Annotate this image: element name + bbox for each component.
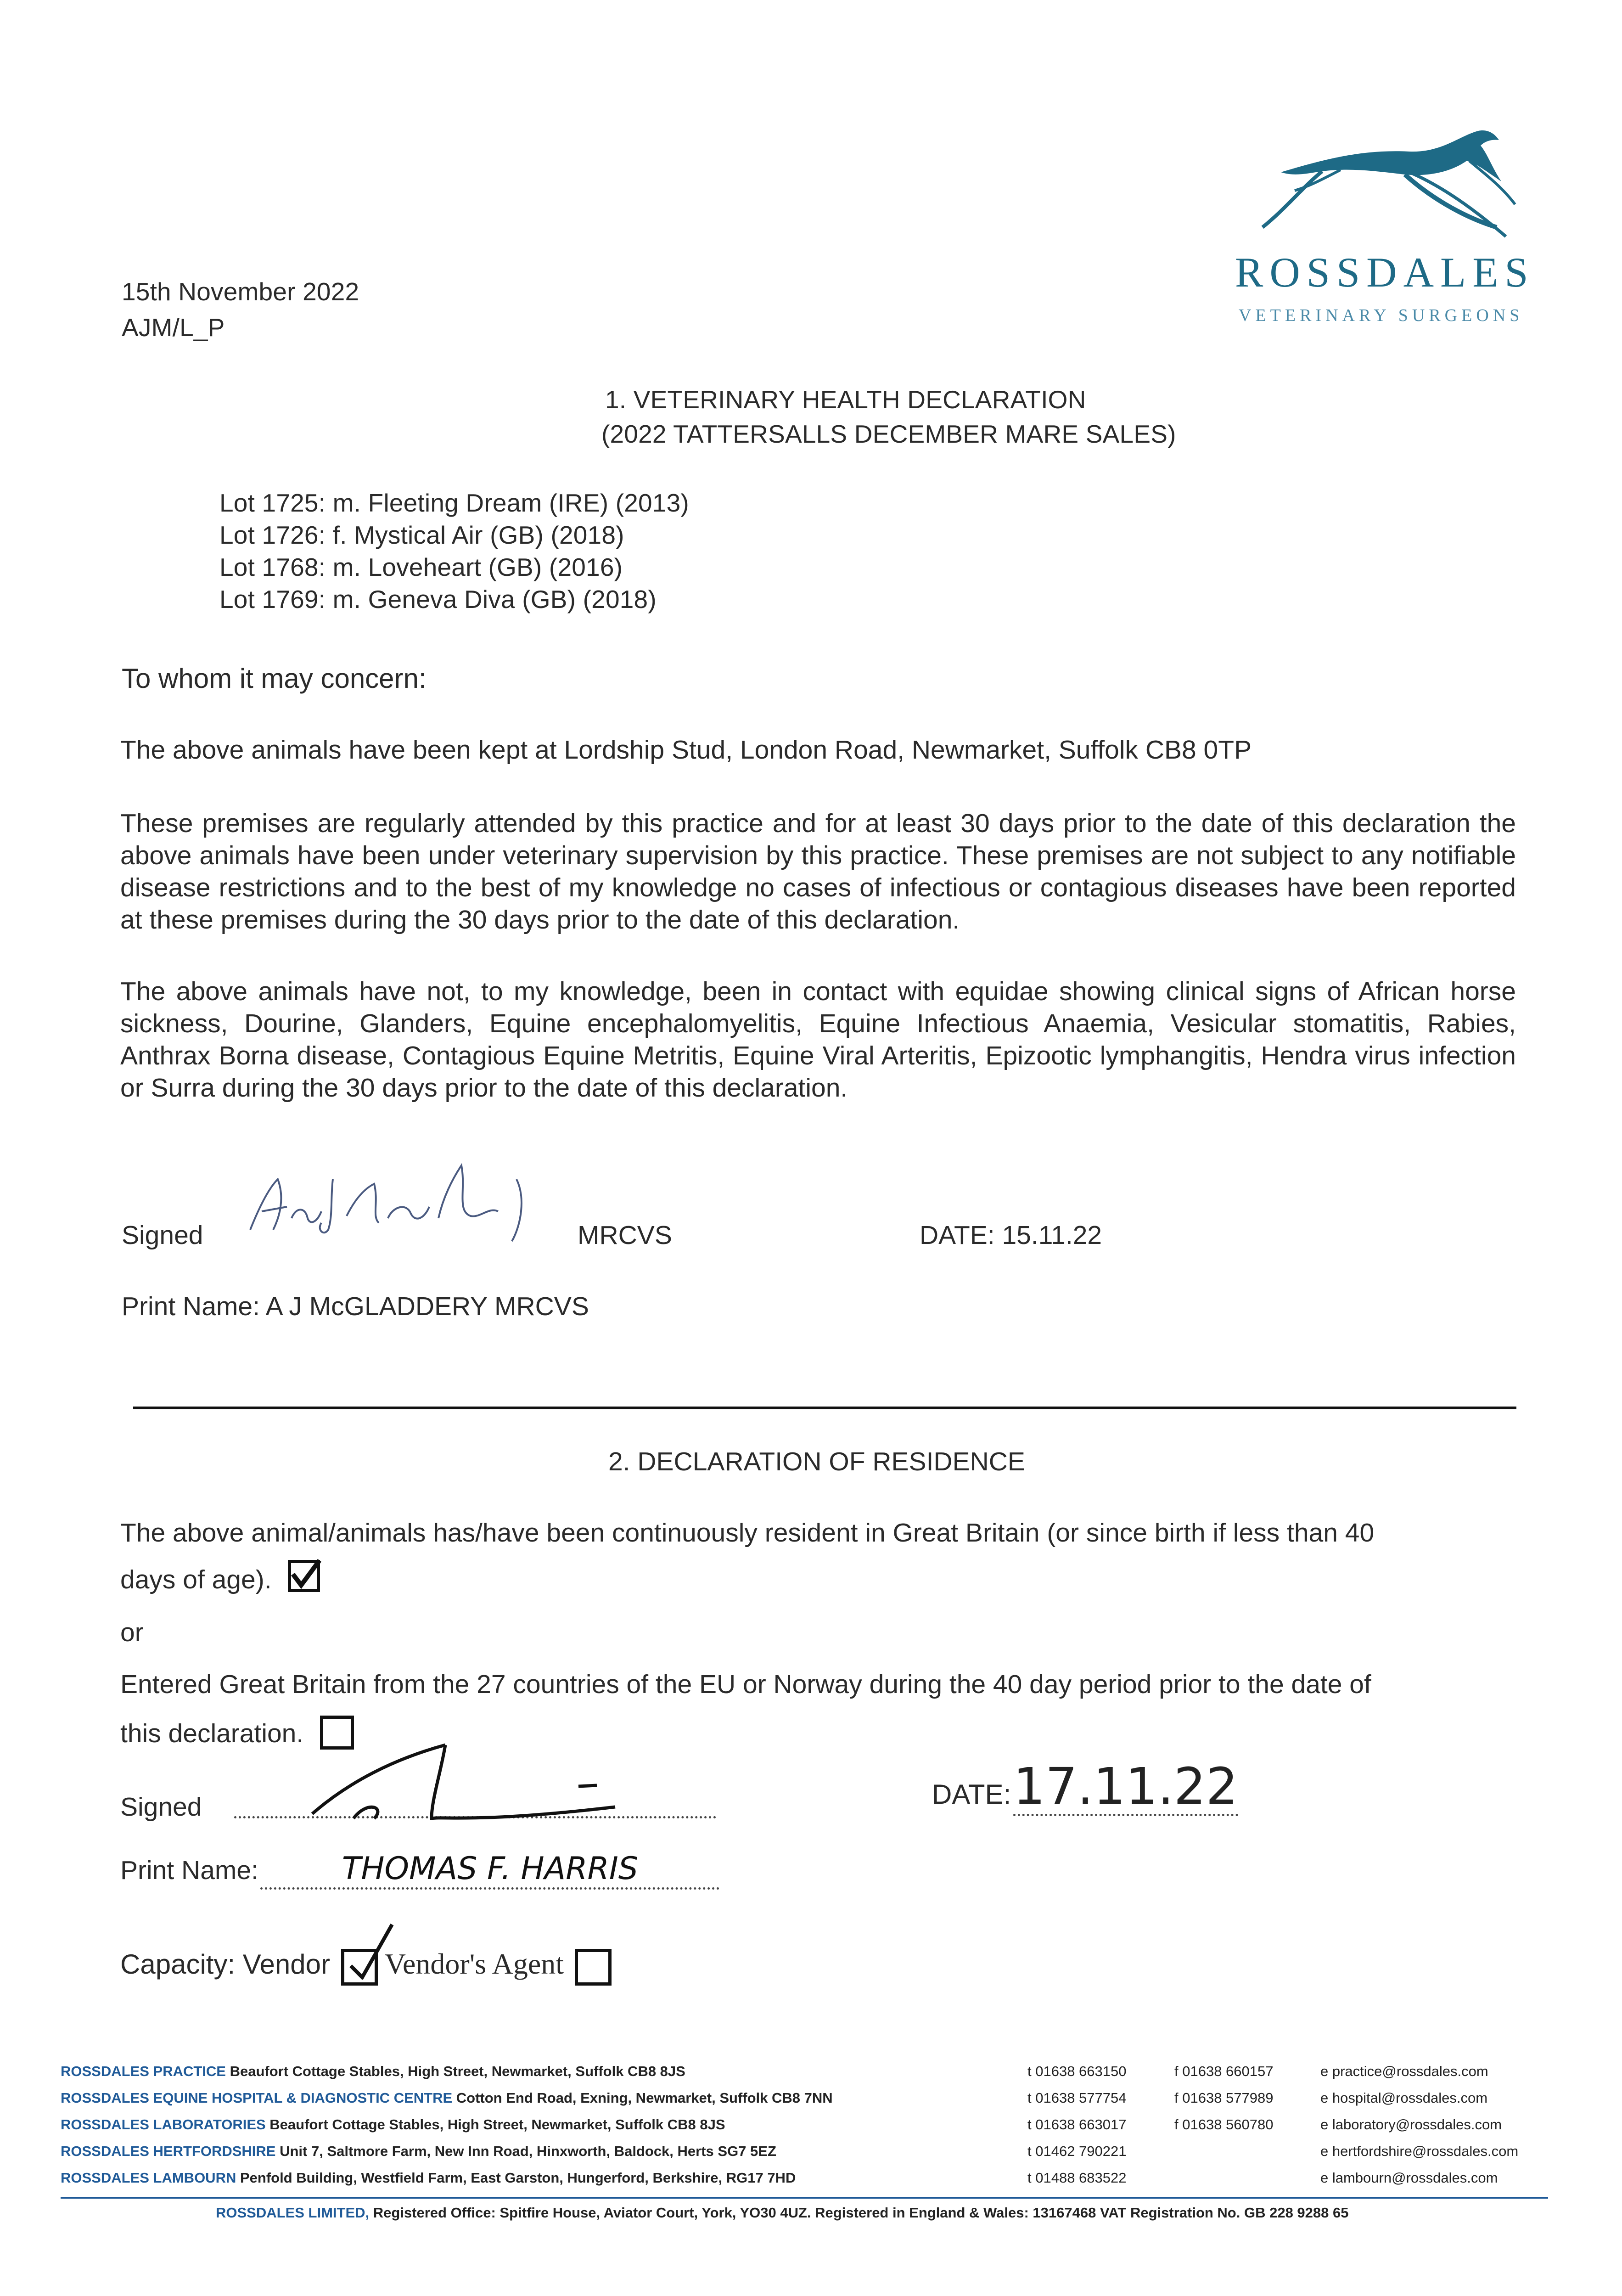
footer-registered-office: ROSSDALES LIMITED, Registered Office: Spitfire House, Aviator Court, York, YO30 4UZ. Registered in England & Wales: 13167468 VAT Registration No. GB 228 9288 65 <box>216 2205 1349 2221</box>
footer-phone: t 01488 683522 <box>1027 2170 1127 2186</box>
vendor-date-value: 17.11.22 <box>1013 1757 1238 1816</box>
footer-email: e lambourn@rossdales.com <box>1320 2170 1498 2186</box>
vendor-signed-label: Signed <box>120 1792 202 1822</box>
list-item: Lot 1768: m. Loveheart (GB) (2016) <box>219 553 623 581</box>
print-name: Print Name: A J McGLADDERY MRCVS <box>122 1292 589 1321</box>
footer-office: ROSSDALES PRACTICE Beaufort Cottage Stables, High Street, Newmarket, Suffolk CB8 8JS <box>61 2063 685 2079</box>
footer-email: e hertfordshire@rossdales.com <box>1320 2143 1519 2159</box>
residence-option1-line2: days of age). <box>120 1564 320 1598</box>
footer-office: ROSSDALES HERTFORDSHIRE Unit 7, Saltmore Farm, New Inn Road, Hinxworth, Baldock, Herts SG7 5EZ <box>61 2143 776 2159</box>
footer-office: ROSSDALES LAMBOURN Penfold Building, Westfield Farm, East Garston, Hungerford, Berkshire, RG17 7HD <box>61 2170 796 2186</box>
residence-option2-line1: Entered Great Britain from the 27 countries of the EU or Norway during the 40 day period prior to the date of <box>120 1670 1371 1699</box>
vendor-print-name-value: THOMAS F. HARRIS <box>260 1851 719 1890</box>
list-item: Lot 1725: m. Fleeting Dream (IRE) (2013) <box>219 489 689 517</box>
section-divider <box>133 1407 1516 1409</box>
brand-tagline: VETERINARY SURGEONS <box>1239 306 1524 325</box>
section2-title: 2. DECLARATION OF RESIDENCE <box>608 1447 1025 1476</box>
vendor-signature <box>294 1727 670 1832</box>
declaration-date: DATE: 15.11.22 <box>920 1221 1102 1250</box>
footer-fax: f 01638 560780 <box>1174 2116 1274 2133</box>
residence-option2-line2: this declaration. <box>120 1717 354 1752</box>
footer-fax: f 01638 660157 <box>1174 2063 1274 2079</box>
footer-phone: t 01638 577754 <box>1027 2090 1127 2106</box>
section1-title-line2: (2022 TATTERSALLS DECEMBER MARE SALES) <box>601 420 1176 448</box>
vet-signature <box>241 1138 572 1244</box>
vendor-print-name: Print Name: THOMAS F. HARRIS <box>120 1851 719 1890</box>
footer-office: ROSSDALES EQUINE HOSPITAL & DIAGNOSTIC CENTRE Cotton End Road, Exning, Newmarket, Suffolk CB8 7NN <box>61 2090 833 2106</box>
brand-name: ROSSDALES <box>1235 249 1535 296</box>
footer-phone: t 01638 663017 <box>1027 2116 1127 2133</box>
lot-list <box>219 487 689 615</box>
list-item: Lot 1726: f. Mystical Air (GB) (2018) <box>219 521 624 549</box>
vendors-agent-checkbox[interactable] <box>575 1949 612 1986</box>
signed-label: Signed <box>122 1221 203 1250</box>
or-separator: or <box>120 1618 144 1647</box>
resident-checkbox[interactable] <box>288 1560 320 1592</box>
paragraph-supervision: These premises are regularly attended by this practice and for at least 30 days prior to the date of this declaration the above animals have been under veterinary supervision by this practice. These premises are not subject to any notifiable disease restrictions and to the best of my knowledge no cases of infectious or contagious diseases have been reported at these premises during the 30 days prior to the date of this declaration. <box>120 809 1516 934</box>
footer-email: e practice@rossdales.com <box>1320 2063 1488 2079</box>
paragraph-disease-contact: The above animals have not, to my knowledge, been in contact with equidae showing clinical signs of African horse sickness, Dourine, Glanders, Equine encephalomyelitis, Equine Infectious Anaemia, Vesicular stomatitis, Rabies, Anthrax Borna disease, Contagious Equine Metritis, Equine Viral Arteritis, Epizootic lymphangitis, Hendra virus infection or Surra during the 30 days prior to the date of this declaration. <box>120 977 1516 1103</box>
vendor-date: DATE: 17.11.22 <box>932 1757 1238 1816</box>
company-logo <box>1212 117 1533 347</box>
letter-date: 15th November 2022 <box>122 277 359 306</box>
mrcvs-label: MRCVS <box>578 1221 672 1250</box>
footer-email: e hospital@rossdales.com <box>1320 2090 1488 2106</box>
section1-title-line1: 1. VETERINARY HEALTH DECLARATION <box>605 385 1086 414</box>
footer-email: e laboratory@rossdales.com <box>1320 2116 1502 2133</box>
footer-divider <box>61 2197 1548 2199</box>
horse-logo-icon <box>1212 117 1533 259</box>
paragraph-premises: The above animals have been kept at Lordship Stud, London Road, Newmarket, Suffolk CB8 0TP <box>120 735 1252 765</box>
vendor-checkbox[interactable] <box>341 1949 378 1986</box>
residence-option1-line1: The above animal/animals has/have been continuously resident in Great Britain (or since birth if less than 40 <box>120 1518 1375 1548</box>
footer-office: ROSSDALES LABORATORIES Beaufort Cottage Stables, High Street, Newmarket, Suffolk CB8 8JS <box>61 2116 725 2133</box>
capacity-row: Capacity: Vendor Vendor's Agent <box>120 1947 612 1990</box>
letter-reference: AJM/L_P <box>122 313 225 342</box>
footer-phone: t 01462 790221 <box>1027 2143 1127 2159</box>
salutation: To whom it may concern: <box>122 663 427 694</box>
list-item: Lot 1769: m. Geneva Diva (GB) (2018) <box>219 585 657 613</box>
footer-fax: f 01638 577989 <box>1174 2090 1274 2106</box>
footer-phone: t 01638 663150 <box>1027 2063 1127 2079</box>
